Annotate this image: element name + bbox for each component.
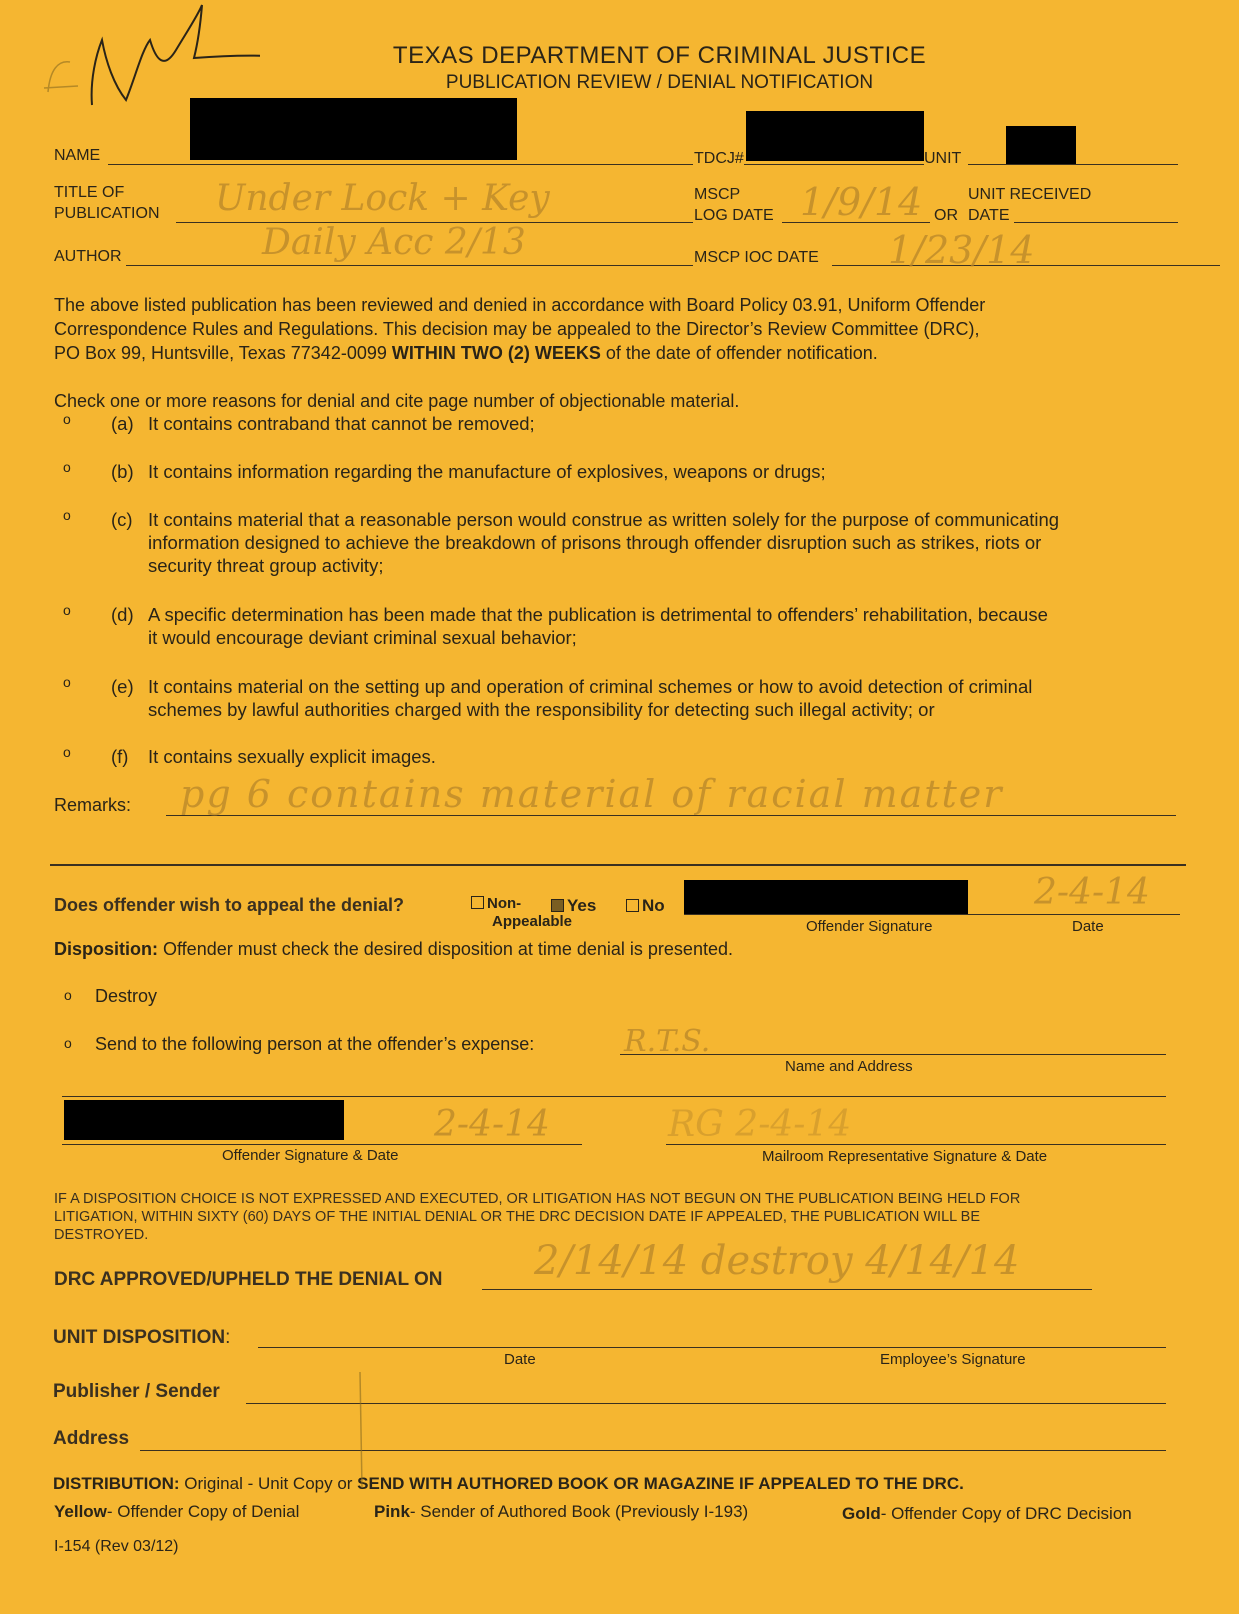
title-label-1: TITLE OF — [54, 184, 125, 201]
destroy-label: Destroy — [95, 986, 158, 1006]
redacted-unit — [1006, 126, 1076, 164]
mscp-label-2: LOG DATE — [694, 207, 774, 224]
unit-disposition-label: UNIT DISPOSITION: — [53, 1327, 231, 1348]
pencil-stroke — [350, 1370, 370, 1490]
appeal-date-caption: Date — [1072, 918, 1104, 935]
form-id: I-154 (Rev 03/12) — [54, 1538, 179, 1555]
offender-sig-date-caption: Offender Signature & Date — [222, 1147, 399, 1164]
unit-received-date-line[interactable] — [1014, 222, 1178, 223]
reason-d-radio[interactable]: o — [63, 602, 71, 618]
title-value: Under Lock + Key — [215, 178, 550, 219]
reasons-prompt: Check one or more reasons for denial and cite page number of objectionable material. — [54, 391, 740, 411]
redacted-name — [190, 98, 517, 160]
publisher-line[interactable] — [246, 1403, 1166, 1404]
disposition-line: Disposition: Offender must check the desired disposition at time denial is presented. — [54, 939, 733, 959]
unit-disposition-line[interactable] — [258, 1347, 1166, 1348]
intro-line-2: Correspondence Rules and Regulations. This decision may be appealed to the Director’s Review Committee (DRC), — [54, 319, 980, 339]
intro-line-3: PO Box 99, Huntsville, Texas 77342-0099 WITHIN TWO (2) WEEKS of the date of offender notification. — [54, 343, 878, 363]
mscp-ioc-value: 1/23/14 — [888, 228, 1035, 272]
redacted-tdcj — [746, 111, 924, 161]
title-label-2: PUBLICATION — [54, 205, 160, 222]
send-radio[interactable]: o — [64, 1035, 72, 1051]
author-value: Daily Acc 2/13 — [262, 222, 526, 263]
distribution-pink: Pink- Sender of Authored Book (Previously I-193) — [374, 1502, 749, 1521]
redacted-offender-signature — [684, 880, 968, 914]
section-divider — [50, 864, 1186, 866]
reason-a-radio[interactable]: o — [63, 411, 71, 427]
publisher-label: Publisher / Sender — [53, 1381, 220, 1402]
drc-value: 2/14/14 destroy 4/14/14 — [534, 1238, 1020, 1284]
reason-f-radio[interactable]: o — [63, 744, 71, 760]
name-address-caption: Name and Address — [785, 1058, 913, 1075]
reason-b-radio[interactable]: o — [63, 459, 71, 475]
address-line[interactable] — [140, 1450, 1166, 1451]
address-label: Address — [53, 1428, 130, 1449]
drc-date-line[interactable] — [482, 1289, 1092, 1290]
employee-signature-caption: Employee’s Signature — [880, 1351, 1026, 1368]
appeal-option-non-appealable-2: Appealable — [492, 913, 573, 930]
distribution-yellow: Yellow- Offender Copy of Denial — [54, 1502, 300, 1521]
destroy-radio[interactable]: o — [64, 987, 72, 1003]
notice-line-1: IF A DISPOSITION CHOICE IS NOT EXPRESSED AND EXECUTED, OR LITIGATION HAS NOT BEGUN ON THE PUBLICATION BEING HELD FOR — [54, 1191, 1021, 1207]
unit-line[interactable] — [968, 164, 1178, 165]
form-subtitle: PUBLICATION REVIEW / DENIAL NOTIFICATION — [445, 72, 874, 93]
appeal-option-non-appealable[interactable]: Non- — [471, 895, 521, 912]
reason-c-radio[interactable]: o — [63, 507, 71, 523]
or-label: OR — [934, 207, 958, 224]
appeal-question: Does offender wish to appeal the denial? — [54, 895, 405, 915]
appeal-option-no[interactable]: No — [626, 896, 665, 916]
offender-signature-caption: Offender Signature — [806, 918, 933, 935]
tdcj-line[interactable] — [744, 164, 924, 165]
address-continuation-line[interactable] — [62, 1096, 1166, 1097]
offender-sig-date-value: 2-4-14 — [434, 1104, 550, 1145]
send-value: R.T.S. — [624, 1024, 711, 1059]
mailroom-sig-value: RG 2-4-14 — [668, 1104, 852, 1145]
mscp-log-date-value: 1/9/14 — [800, 180, 923, 224]
unit-received-label-2: DATE — [968, 207, 1010, 224]
intro-line-1: The above listed publication has been reviewed and denied in accordance with Board Policy 03.91, Uniform Offender — [54, 295, 986, 315]
remarks-label: Remarks: — [54, 795, 132, 815]
name-label: NAME — [54, 147, 101, 164]
author-label: AUTHOR — [54, 248, 122, 265]
mscp-label-1: MSCP — [694, 186, 741, 203]
send-label: Send to the following person at the offender’s expense: — [95, 1034, 535, 1054]
yes-checkbox[interactable] — [551, 899, 564, 912]
appeal-option-yes[interactable]: Yes — [551, 896, 596, 916]
mscp-ioc-label: MSCP IOC DATE — [694, 249, 819, 266]
unit-received-label-1: UNIT RECEIVED — [968, 186, 1092, 203]
drc-label: DRC APPROVED/UPHELD THE DENIAL ON — [54, 1269, 443, 1290]
non-appealable-checkbox[interactable] — [471, 896, 484, 909]
notice-line-2: LITIGATION, WITHIN SIXTY (60) DAYS OF THE INITIAL DENIAL OR THE DRC DECISION DATE IF APPEALED, THE PUBLICATION WILL BE — [54, 1209, 981, 1225]
appeal-date-value: 2-4-14 — [1034, 872, 1150, 913]
no-checkbox[interactable] — [626, 899, 639, 912]
unit-label: UNIT — [924, 150, 962, 167]
reason-e-radio[interactable]: o — [63, 674, 71, 690]
offender-signature-line[interactable] — [684, 914, 1180, 915]
notice-line-3: DESTROYED. — [54, 1227, 149, 1243]
denial-notification-page: TEXAS DEPARTMENT OF CRIMINAL JUSTICE PUBLICATION REVIEW / DENIAL NOTIFICATION NAME TDCJ# UNIT TITLE OF PUBLICATION Under Lock + Key MSCP LOG DATE 1/9/14 OR UNIT RECEIVED DATE AUTHOR Daily Acc 2/13 MSCP IOC DATE 1/23/14 The above listed publication has been reviewed and denied in accordance with Board Policy 03.91, Uniform Offender Correspondence Rules and Regulations. This decision may be appealed to the Director’s Review Committee (DRC), PO Box 99, Huntsville, Texas 77342-0099 WITHIN TWO (2) WEEKS of the date of offender notification. Check one or more reasons for denial and cite page number of objectionable material. o (a) It contains contraband that cannot be removed; o (b) It contains information regarding the manufacture of explosives, weapons or drugs; o (c) It contains material that a reasonable person would construe as written solely for the purpose of communicating information designed to achieve the breakdown of prisons through offender disruption such as strikes, riots or security threat group activity; o (d) A specific determination has been made that the publication is detrimental to offenders’ rehabilitation, because it would encourage deviant criminal sexual behavior; o (e) It contains material on the setting up and operation of criminal schemes or how to avoid detection of criminal schemes by lawful authorities charged with the responsibility for detecting such illegal activity; or o (f) It contains sexually explicit images. Remarks: pg 6 contains material of racial matter Does offender wish to appeal the denial? Non- Appealable Yes No Offender Signature Date 2-4-14 Disposition: Offender must check the desired disposition at time denial is presented. o Destroy o Send to the following person at the offender’s expense: R.T.S. Name and Address 2-4-14 Offender Signature & Date RG 2-4-14 Mailroom Representative Signature & Date IF A DISPOSITION CHOICE IS NOT EXPRESSED AND EXECUTED, OR LITIGATION HAS NOT BEGUN ON THE PUBLICATION BEING HELD FOR LITIGATION, WITHIN SIXTY (60) DAYS OF THE INITIAL DENIAL OR THE DRC DECISION DATE IF APPEALED, THE PUBLICATION WILL BE DESTROYED. DRC APPROVED/UPHELD THE DENIAL ON 2/14/14 destroy 4/14/14 UNIT DISPOSITION: Date Employee’s Signature Publisher / Sender Address DISTRIBUTION: Original - Unit Copy or SEND WITH AUTHORED BOOK OR MAGAZINE IF APPEALED TO THE DRC. Yellow- Offender Copy of Denial Pink- Sender of Authored Book (Previously I-193) Gold- Offender Copy of DRC Decision I-154 (Rev 03/12) — [0, 0, 1239, 1614]
distribution-gold: Gold- Offender Copy of DRC Decision — [842, 1504, 1132, 1523]
distribution-line: DISTRIBUTION: Original - Unit Copy or SEND WITH AUTHORED BOOK OR MAGAZINE IF APPEALED TO THE DRC. — [53, 1474, 964, 1493]
author-line[interactable] — [126, 265, 693, 266]
remarks-value: pg 6 contains material of racial matter — [180, 772, 1004, 816]
unit-disposition-date-caption: Date — [504, 1351, 536, 1368]
form-title: TEXAS DEPARTMENT OF CRIMINAL JUSTICE — [392, 42, 927, 69]
name-line[interactable] — [108, 164, 693, 165]
redacted-offender-sig-date — [64, 1100, 344, 1140]
mailroom-sig-caption: Mailroom Representative Signature & Date — [762, 1148, 1048, 1165]
tdcj-label: TDCJ# — [694, 150, 744, 167]
